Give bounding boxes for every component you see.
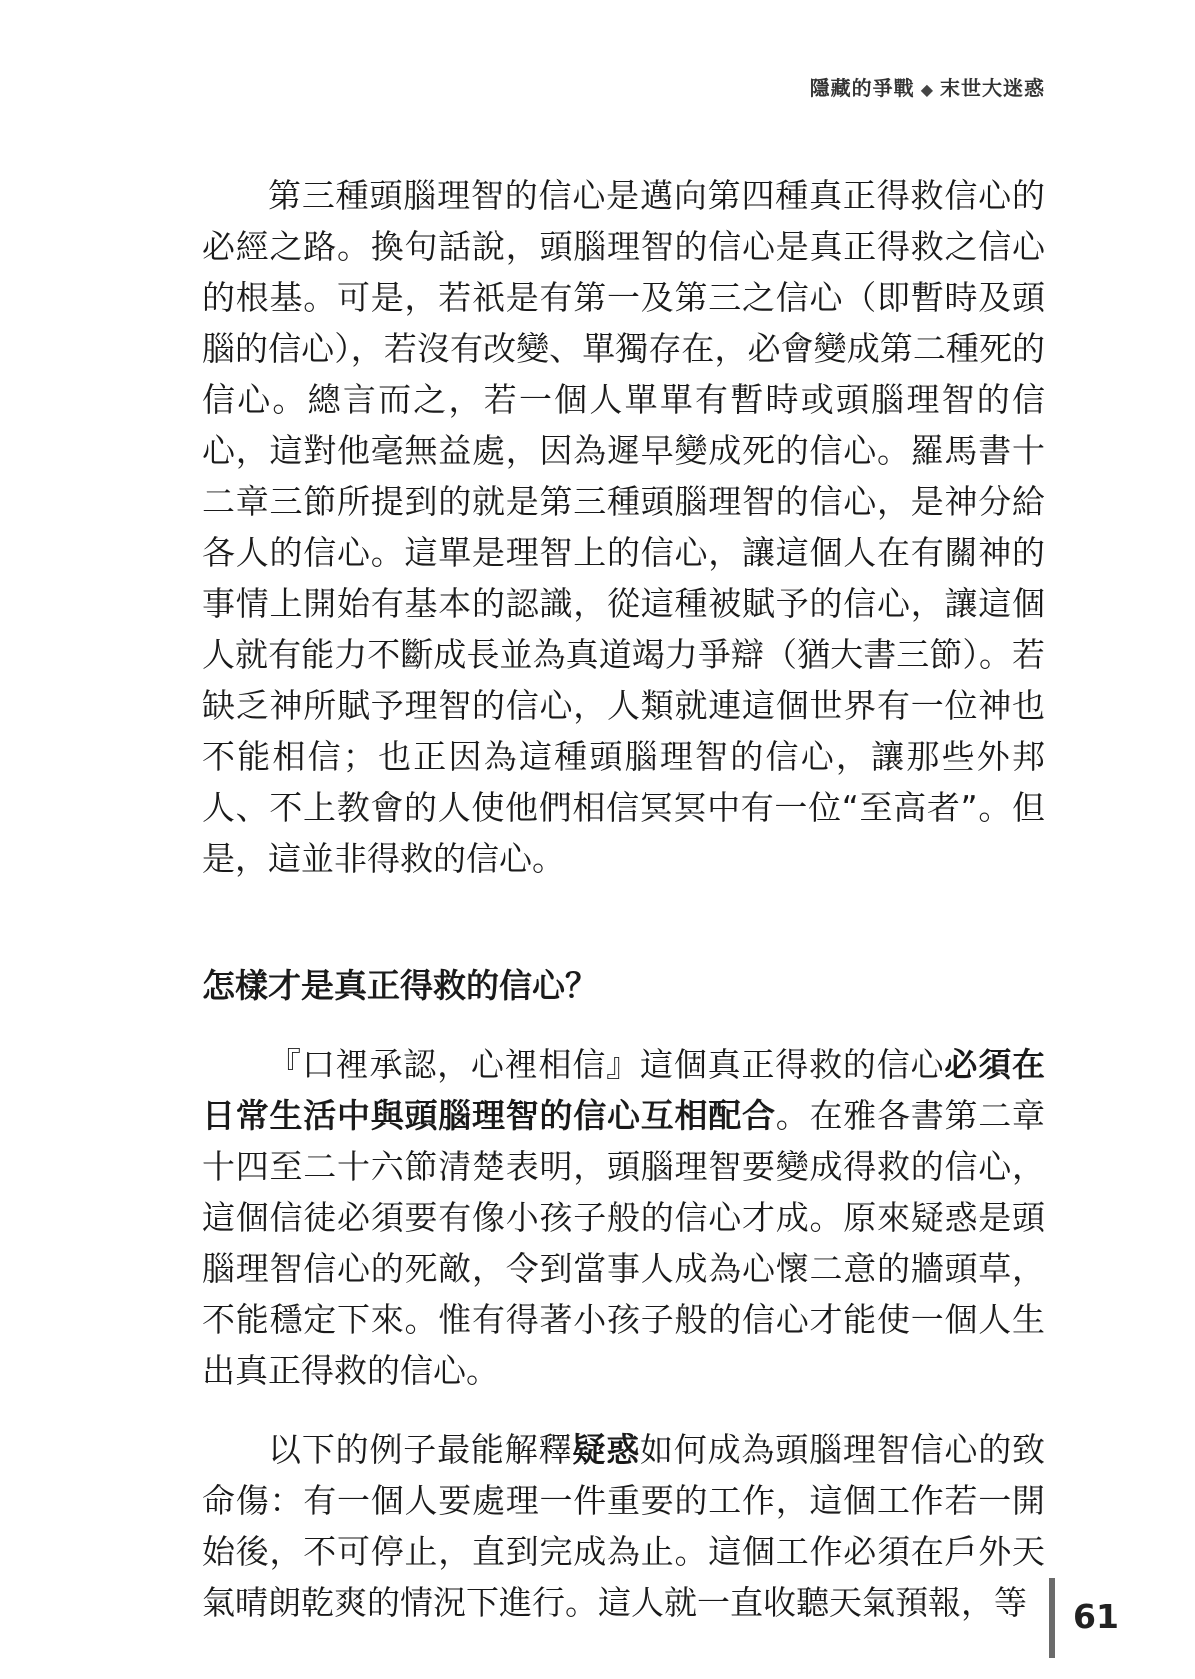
paragraph-2 bbox=[202, 1039, 1045, 1396]
paragraph-2-text-a: 『口裡承認，心裡相信』這個真正得救的信心 bbox=[268, 1045, 945, 1084]
paragraph-1: 第三種頭腦理智的信心是邁向第四種真正得救信心的必經之路。換句話說，頭腦理智的信心是真正得救之信心的根基。可是，若祇是有第一及第三之信心（即暫時及頭腦的信心），若沒有改變、單獨存在，必會變成第二種死的信心。總言而之，若一個人單單有暫時或頭腦理智的信心，這對他毫無益處，因為遲早變成死的信心。羅馬書十二章三節所提到的就是第三種頭腦理智的信心，是神分給各人的信心。這單是理智上的信心，讓這個人在有關神的事情上開始有基本的認識，從這種被賦予的信心，讓這個人就有能力不斷成長並為真道竭力爭辯（猶大書三節）。若缺乏神所賦予理智的信心，人類就連這個世界有一位神也不能相信；也正因為這種頭腦理智的信心，讓那些外邦人、不上教會的人使他們相信冥冥中有一位“至高者”。但是，這並非得救的信心。 bbox=[202, 176, 1045, 878]
page-body bbox=[202, 170, 1045, 1628]
diamond-separator-icon: ◆ bbox=[920, 80, 934, 99]
running-header bbox=[810, 72, 1045, 101]
page-number-bar bbox=[1049, 1578, 1055, 1658]
paragraph-3-emphasis: 疑惑 bbox=[572, 1430, 641, 1469]
page-number: 61 bbox=[1073, 1597, 1119, 1636]
book-title: 隱藏的爭戰 bbox=[809, 76, 915, 100]
chapter-title: 末世大迷惑 bbox=[940, 76, 1045, 100]
paragraph-2-text-b: 。在雅各書第二章十四至二十六節清楚表明，頭腦理智要變成得救的信心，這個信徒必須要有像小孩子般的信心才成。原來疑惑是頭腦理智信心的死敵，令到當事人成為心懷二意的牆頭草，不能穩定下來。惟有得著小孩子般的信心才能使一個人生出真正得救的信心。 bbox=[202, 1096, 1045, 1390]
paragraph-3-text-b: 如何成為頭腦理智信心的致命傷：有一個人要處理一件重要的工作，這個工作若一開始後，不可停止，直到完成為止。這個工作必須在戶外天氣晴朗乾爽的情況下進行。這人就一直收聽天氣預報，等 bbox=[202, 1430, 1046, 1622]
paragraph-3 bbox=[202, 1424, 1045, 1628]
paragraph-2-emphasis: 必須在日常生活中與頭腦理智的信心互相配合 bbox=[202, 1045, 1046, 1135]
section-heading: 怎樣才是真正得救的信心？ bbox=[202, 966, 598, 1005]
paragraph-3-text-a: 以下的例子最能解釋 bbox=[268, 1430, 573, 1469]
